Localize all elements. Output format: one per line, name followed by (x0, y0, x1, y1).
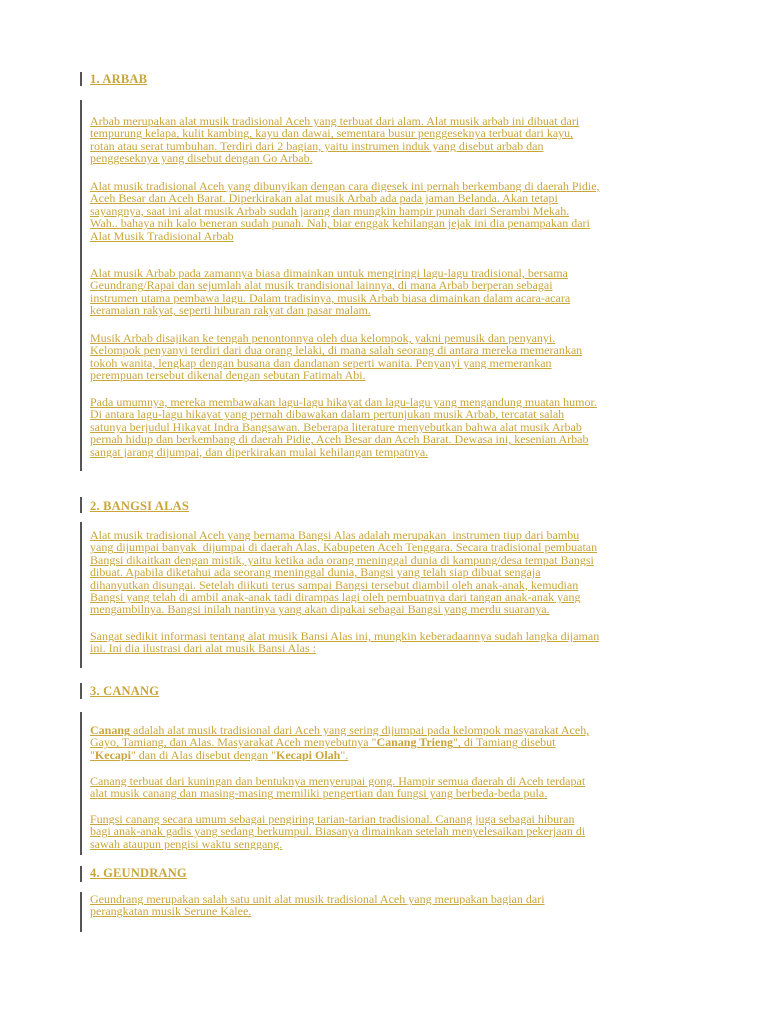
text-line: sayangnya, saat ini alat musik Arbab sudah jarang dan mungkin hampir punah dari Serambi Mekah. (90, 204, 570, 218)
text-line: keramaian rakyat, seperti hiburan rakyat dan pasar malam. (90, 304, 371, 317)
canang-intro-paragraph[interactable] (90, 724, 685, 761)
text-line: Geundrang merupakan salah satu unit alat musik tradisional Aceh yang merupakan bagian dari (90, 893, 545, 906)
text-line: Bangsi dikaitkan dengan mistik, yaitu ketika ada orang meninggal dunia di kampung/desa tempat Bangsi (90, 553, 594, 567)
text-span: adalah alat musik tradisional dari Aceh yang sering dijumpai pada kelompok masyarakat Aceh, (130, 724, 590, 737)
margin-bar (80, 497, 82, 513)
margin-bar (80, 712, 82, 855)
text-line: sangat jarang dijumpai, dan diperkirakan mulai kehilangan tempatnya. (90, 445, 429, 458)
text-line: Pada umumnya, mereka membawakan lagu-lagu hikayat dan lagu-lagu yang mengandung muatan humor. (90, 396, 597, 409)
text-line (90, 736, 685, 748)
section-heading-canang[interactable]: 3. CANANG (90, 684, 160, 698)
text-line (90, 749, 685, 761)
text-line: dibuat. Apabila diketahui ada seorang meninggal dunia, Bangsi yang telah siap dibuat sengaja (90, 566, 541, 579)
section-heading-arbab[interactable]: 1. ARBAB (90, 72, 148, 86)
section-heading-bangsi-alas[interactable]: 2. BANGSI ALAS (90, 499, 190, 513)
text-line: Alat Musik Tradisional Arbab (90, 229, 234, 242)
bold-term: Kecapi Olah (276, 748, 341, 762)
text-line: Bangsi yang telah di ambil anak-anak tadi dirampas lagi oleh pembuatnya dari tangan anak-anak yang (90, 590, 581, 604)
bangsi-paragraph-1[interactable] (90, 529, 685, 616)
margin-bar (80, 892, 82, 932)
section-heading-geundrang[interactable]: 4. GEUNDRANG (90, 866, 187, 880)
text-line: Alat musik tradisional Aceh yang dibunyikan dengan cara digesek ini pernah berkembang di daerah Pidie, (90, 180, 600, 193)
text-line: Sangat sedikit informasi tentang alat musik Bansi Alas ini, mungkin keberadaannya sudah langka dijaman (90, 630, 600, 643)
text-line: Alat musik tradisional Aceh yang bernama Bangsi Alas adalah merupakan instrumen tiup dari bambu (90, 529, 580, 542)
arbab-paragraph-2[interactable] (90, 180, 685, 242)
arbab-paragraph-4[interactable] (90, 332, 685, 382)
text-line: Fungsi canang secara umum sebagai pengiring tarian-tarian tradisional. Canang juga sebagai hiburan (90, 813, 575, 826)
margin-bar (80, 522, 82, 668)
text-line: tokoh wanita, lengkap dengan busana dan dandanan seperti wanita. Penyanyi yang memerankan (90, 356, 552, 370)
bangsi-paragraph-2[interactable] (90, 630, 685, 655)
text-line: rotan atau serat tumbuhan. Terdiri dari 2 bagian, yaitu instrumen induk yang disebut arbab dan (90, 139, 544, 153)
text-line: Arbab merupakan alat musik tradisional Aceh yang terbuat dari alam. Alat musik arbab ini dibuat dari (90, 115, 580, 128)
text-line: bagi anak-anak gadis yang sedang berkumpul. Biasanya dimainkan setelah menyelesaikan pekerjaan di (90, 825, 586, 838)
margin-bar (80, 683, 82, 699)
text-line: mengambilnya. Bangsi inilah nantinya yang akan dipakai sebagai Bangsi yang merdu suaranya. (90, 603, 550, 616)
canang-paragraph-2[interactable] (90, 775, 685, 800)
bold-term: Kecapi (94, 748, 131, 762)
text-line: satunya berjudul Hikayat Indra Bangsawan. Beberapa literature menyebutkan bahwa alat musik Arbab (90, 420, 582, 434)
text-line: Canang terbuat dari kuningan dan bentuknya menyerupai gong. Hampir semua daerah di Aceh terdapat (90, 775, 586, 788)
text-line: Aceh Besar dan Aceh Barat. Diperkirakan alat musik Arbab ada pada jaman Belanda. Akan tetapi (90, 192, 558, 205)
margin-bar (80, 72, 82, 86)
bold-term: Canang (90, 724, 131, 737)
arbab-paragraph-5[interactable] (90, 396, 685, 458)
text-line: Wah.. bahaya nih kalo beneran sudah punah. Nah, biar enggak kehilangan jejak ini dia penampakan dari (90, 217, 590, 230)
text-line: alat musik canang dan masing-masing memiliki pengertian dan fungsi yang berbeda-beda pula. (90, 787, 548, 800)
text-line: ini. Ini dia ilustrasi dari alat musik Bansi Alas : (90, 642, 316, 655)
text-line: Alat musik Arbab pada zamannya biasa dimainkan untuk mengiringi lagu-lagu tradisional, bersama (90, 267, 568, 280)
text-line: perangkatan musik Serune Kalee. (90, 905, 252, 918)
text-span: " dan di Alas disebut dengan " (130, 748, 277, 762)
text-line: Musik Arbab disajikan ke tengah penontonnya oleh dua kelompok, yakni pemusik dan penyanyi. (90, 332, 556, 345)
text-line: penggeseknya yang disebut dengan Go Arbab. (90, 152, 313, 165)
text-line: tempurung kelapa, kulit kambing, kayu dan dawai, sementara busur penggeseknya terbuat dari kayu, (90, 127, 574, 140)
text-span: " (90, 748, 95, 762)
text-line: instrumen utama pembawa lagu. Dalam tradisinya, musik Arbab biasa dimainkan dalam acara-acara (90, 291, 571, 305)
canang-paragraph-3[interactable] (90, 813, 685, 850)
text-line (90, 724, 685, 736)
text-line: perempuan tersebut dikenal dengan sebutan Fatimah Abi. (90, 369, 366, 382)
bold-term: Canang Trieng (376, 736, 454, 749)
text-line: Di antara lagu-lagu hikayat yang pernah dibawakan dalam pertunjukan musik Arbab, tercatat salah (90, 408, 565, 421)
text-line: Geundrang/Rapai dan sejumlah alat musik trandisional lainnya, di mana Arbab berperan sebagai (90, 279, 553, 292)
text-line: sawah ataupun pengisi waktu senggang. (90, 837, 283, 851)
text-span: Gayo, Tamiang, dan Alas. Masyarakat Aceh menyebutnya " (90, 736, 377, 749)
text-line: Kelompok penyanyi terdiri dari dua orang lelaki, di mana salah seorang di antara mereka memerankan (90, 344, 583, 357)
arbab-paragraph-1[interactable] (90, 115, 685, 165)
margin-bar (80, 100, 82, 471)
arbab-paragraph-3[interactable] (90, 267, 685, 317)
text-span: ", di Tamiang disebut (453, 736, 556, 749)
text-line: yang dijumpai banyak dijumpai di daerah Alas, Kabupeten Aceh Tenggara. Secara tradisional pembuatan (90, 541, 598, 554)
text-line: pernah hidup dan berkembang di daerah Pidie, Aceh Besar dan Aceh Barat. Dewasa ini, kesenian Arbab (90, 433, 589, 446)
text-line: dihanyutkan disungai. Setelah diikuti terus sampai Bangsi tersebut diambil oleh anak-anak, kemudian (90, 578, 579, 591)
margin-bar (80, 866, 82, 882)
text-span: ". (340, 748, 349, 762)
geundrang-paragraph-1[interactable] (90, 893, 685, 918)
